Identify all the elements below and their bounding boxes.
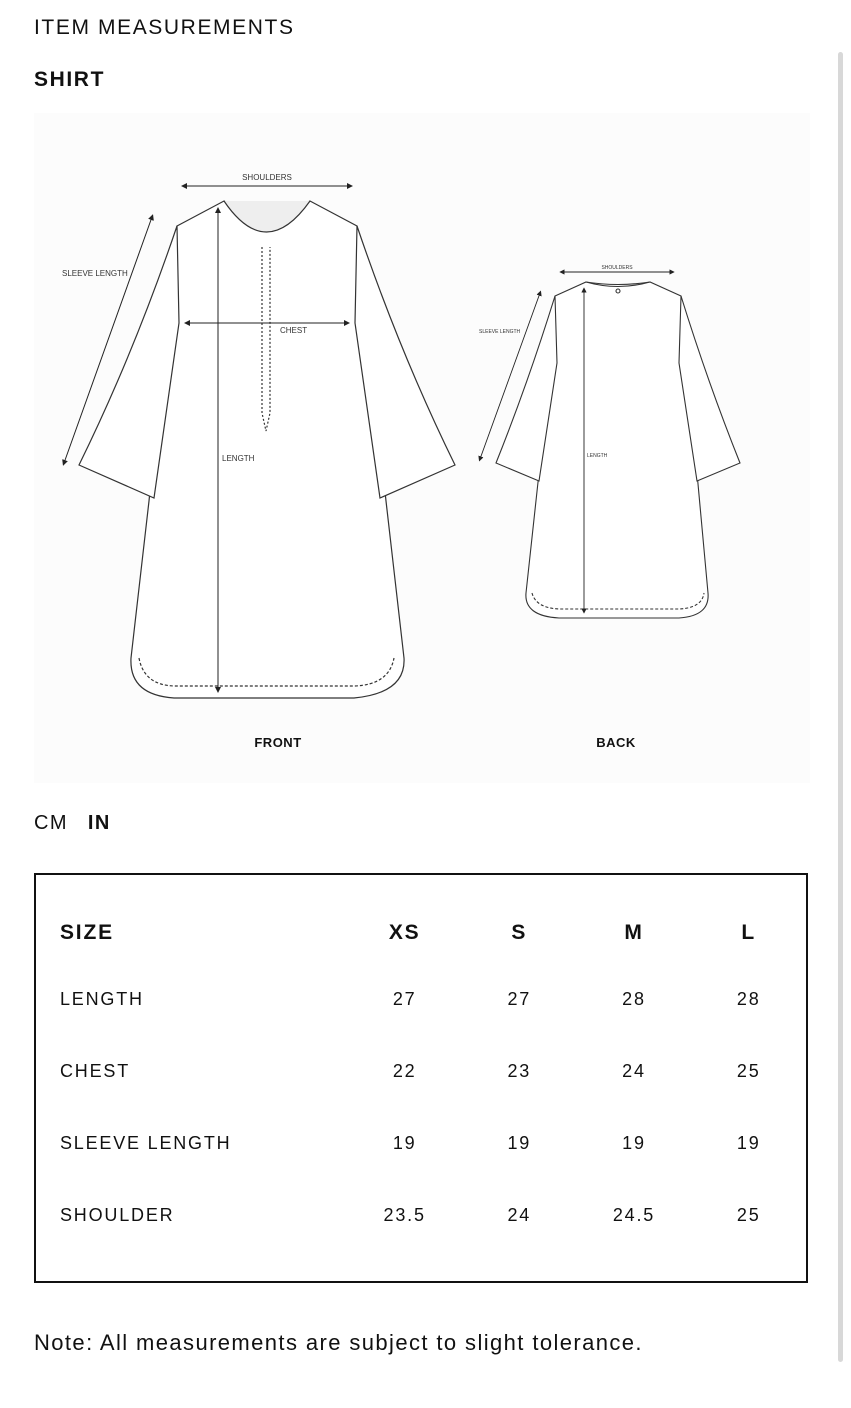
- back-view-label: BACK: [596, 735, 636, 750]
- table-cell: 23: [507, 1060, 532, 1081]
- table-row: [60, 1035, 806, 1107]
- table-cell: 19: [622, 1132, 646, 1153]
- size-table: [60, 903, 806, 1251]
- measurement-diagram: [34, 113, 810, 783]
- table-cell: 19: [736, 1132, 761, 1153]
- column-header-s: S: [511, 921, 528, 944]
- front-chest-label: CHEST: [280, 326, 308, 335]
- table-cell: 24: [622, 1060, 646, 1081]
- table-cell: 27: [392, 988, 417, 1009]
- table-row: [60, 1107, 806, 1179]
- row-label: SLEEVE LENGTH: [60, 1132, 232, 1153]
- table-cell: 28: [736, 988, 761, 1009]
- table-row: [60, 1179, 806, 1251]
- column-header-xs: XS: [388, 921, 421, 944]
- unit-cm-button[interactable]: CM: [34, 812, 68, 834]
- row-label: SHOULDER: [60, 1204, 175, 1225]
- table-cell: 25: [736, 1060, 761, 1081]
- garment-title: SHIRT: [34, 68, 105, 91]
- column-header-l: L: [741, 921, 757, 944]
- table-cell: 27: [507, 988, 532, 1009]
- front-length-label: LENGTH: [222, 454, 255, 463]
- back-shoulders-label: SHOULDERS: [601, 265, 633, 271]
- table-cell: 23.5: [383, 1204, 426, 1225]
- table-row: [60, 963, 806, 1035]
- row-label: LENGTH: [60, 988, 144, 1009]
- row-label: CHEST: [60, 1060, 131, 1081]
- front-shirt: [79, 201, 455, 698]
- front-shoulders-label: SHOULDERS: [242, 173, 292, 182]
- page-title: ITEM MEASUREMENTS: [34, 16, 295, 39]
- tolerance-note: Note: All measurements are subject to slight tolerance.: [34, 1330, 643, 1355]
- table-header-row: [60, 903, 806, 963]
- table-cell: 19: [392, 1132, 417, 1153]
- unit-in-button[interactable]: IN: [87, 812, 111, 834]
- back-length-label: LENGTH: [587, 453, 608, 459]
- column-header-m: M: [624, 921, 644, 944]
- front-sleeve-length-label: SLEEVE LENGTH: [62, 269, 128, 278]
- back-sleeve-length-label: SLEEVE LENGTH: [479, 329, 521, 335]
- table-cell: 28: [622, 988, 646, 1009]
- back-shirt: [496, 282, 740, 618]
- table-cell: 22: [392, 1060, 417, 1081]
- scrollbar[interactable]: [838, 52, 843, 1362]
- table-cell: 25: [736, 1204, 761, 1225]
- unit-toggle: [34, 812, 111, 835]
- size-table-container: [34, 873, 808, 1283]
- table-cell: 24.5: [612, 1204, 656, 1225]
- table-cell: 24: [507, 1204, 532, 1225]
- front-view-label: FRONT: [254, 735, 302, 750]
- column-header-size: SIZE: [60, 921, 114, 944]
- shirt-illustration: [34, 113, 810, 783]
- table-cell: 19: [507, 1132, 532, 1153]
